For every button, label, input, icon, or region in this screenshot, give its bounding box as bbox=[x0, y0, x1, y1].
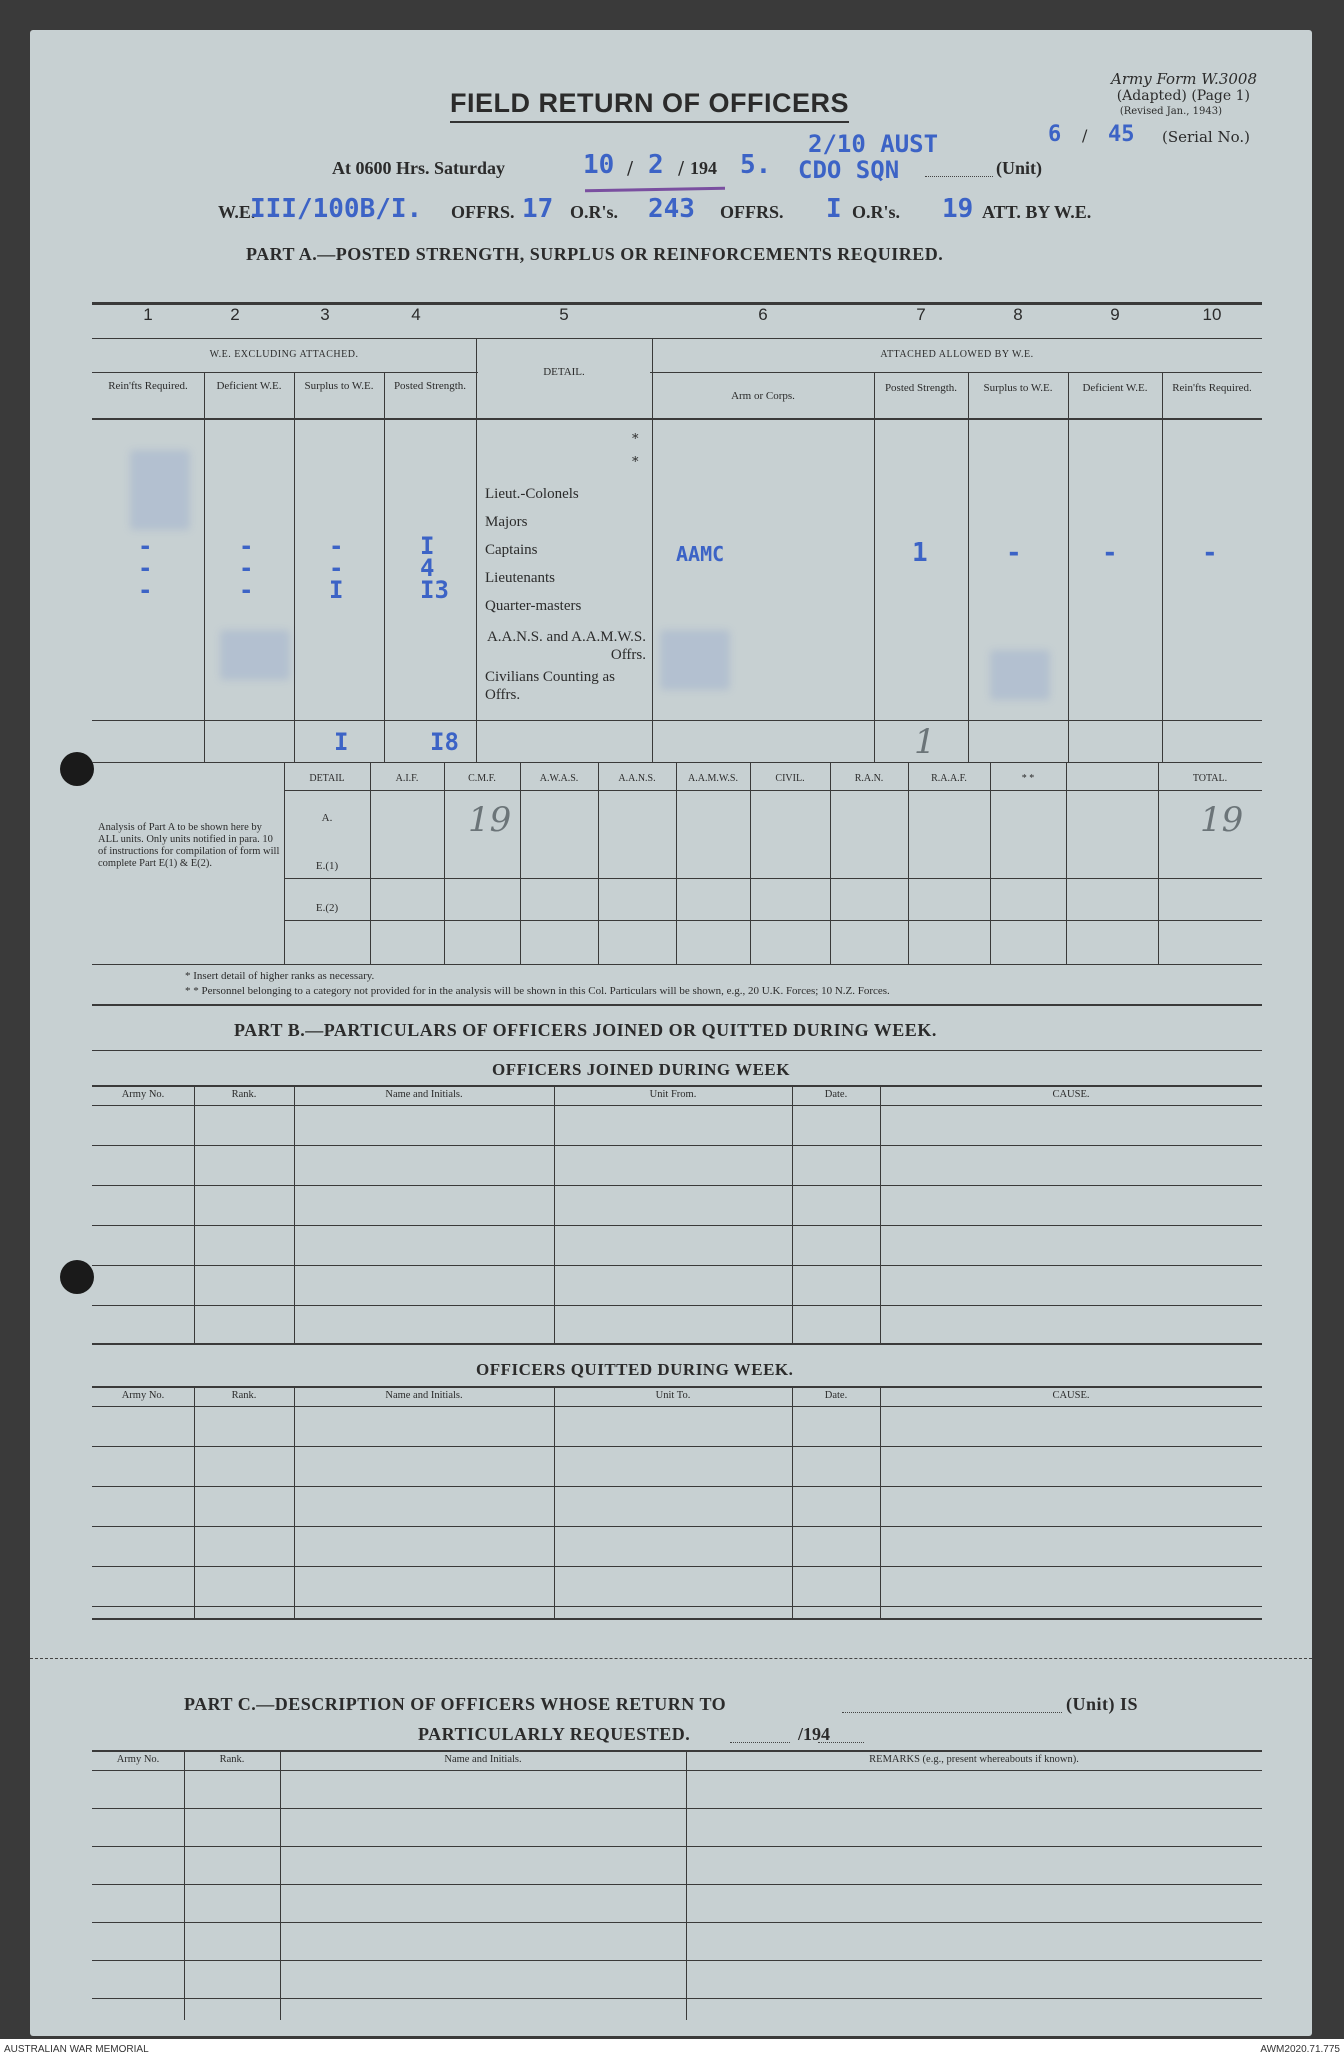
att-ors-label: O.R's. bbox=[852, 202, 901, 222]
parta-posted-value: 4 bbox=[420, 554, 435, 582]
unit-line-1: 2/10 AUST bbox=[808, 130, 939, 158]
joined-col-header: Rank. bbox=[231, 1089, 257, 1100]
revised-label: (Revised Jan., 1943) bbox=[1119, 106, 1222, 117]
col-att-posted: Posted Strength. bbox=[884, 382, 958, 394]
column-number: 2 bbox=[230, 305, 240, 324]
attached-allowed-header: ATTACHED ALLOWED BY W.E. bbox=[880, 349, 1034, 360]
col-att-deficient: Deficient W.E. bbox=[1082, 382, 1148, 394]
we-value: III/100B/I. bbox=[250, 194, 423, 224]
part-c-date-dots-2 bbox=[818, 1742, 864, 1743]
ink-smudge bbox=[660, 630, 730, 690]
unit-dots bbox=[925, 176, 993, 177]
att-deficient-value: - bbox=[1102, 538, 1118, 568]
joined-heading: OFFICERS JOINED DURING WEEK bbox=[492, 1060, 790, 1079]
parta-deficient-value: - bbox=[239, 532, 254, 560]
att-surplus-value: - bbox=[1006, 538, 1022, 568]
att-posted-value: 1 bbox=[912, 538, 928, 568]
joined-col-header: Name and Initials. bbox=[385, 1089, 463, 1100]
footnote-1: * Insert detail of higher ranks as necessary. bbox=[185, 970, 375, 982]
unit-label: (Unit) bbox=[996, 158, 1042, 178]
arm-corps-value: AAMC bbox=[676, 542, 725, 566]
parta-deficient-value: - bbox=[239, 554, 254, 582]
we-excluding-header: W.E. EXCLUDING ATTACHED. bbox=[209, 349, 359, 360]
ors-label: O.R's. bbox=[570, 202, 619, 222]
col-reinf-required: Rein'fts Required. bbox=[108, 380, 188, 392]
analysis-note: Analysis of Part A to be shown here by ALL units. Only units notified in para. 10 of instructions for compilation of form will complete Part E(1) & E(2). bbox=[98, 822, 280, 869]
parta-surplus-value: - bbox=[329, 532, 344, 560]
column-number: 7 bbox=[916, 305, 926, 324]
footer-left: AUSTRALIAN WAR MEMORIAL bbox=[4, 2044, 149, 2055]
ranks-list bbox=[485, 486, 650, 708]
page-title: FIELD RETURN OF OFFICERS bbox=[450, 88, 849, 123]
part-a-heading: PART A.—POSTED STRENGTH, SURPLUS OR REINFORCEMENTS REQUIRED. bbox=[246, 244, 944, 264]
date-slash-1: / bbox=[627, 158, 634, 179]
part-c-heading-a: PART C.—DESCRIPTION OF OFFICERS WHOSE RETURN TO bbox=[184, 1694, 727, 1714]
quitted-col-header: Name and Initials. bbox=[385, 1390, 463, 1401]
rank-civilians: Civilians Counting as Offrs. bbox=[485, 669, 616, 703]
analysis-detail-header: DETAIL bbox=[309, 773, 345, 784]
serial-num: 6 bbox=[1048, 122, 1062, 147]
col-deficient: Deficient W.E. bbox=[216, 380, 282, 392]
parta-surplus-value: I bbox=[329, 576, 344, 604]
analysis-col-header: A.A.N.S. bbox=[618, 773, 656, 784]
rank-lieut-colonels: Lieut.-Colonels bbox=[485, 486, 579, 502]
parta-posted-value: I3 bbox=[420, 576, 449, 604]
analysis-col-header: C.M.F. bbox=[468, 773, 496, 784]
total-surplus-value: I bbox=[334, 728, 349, 756]
total-att-posted-value: 1 bbox=[914, 722, 936, 762]
col-surplus: Surplus to W.E. bbox=[304, 380, 374, 392]
part-c-heading-b: (Unit) IS bbox=[1066, 1694, 1139, 1714]
column-number: 9 bbox=[1110, 305, 1120, 324]
rank-majors: Majors bbox=[485, 514, 528, 530]
date-year-prefix: 194 bbox=[690, 158, 717, 178]
quitted-col-header: CAUSE. bbox=[1052, 1390, 1090, 1401]
analysis-total-a: 19 bbox=[1200, 800, 1244, 840]
offrs-label: OFFRS. bbox=[451, 202, 515, 222]
rank-lieutenants: Lieutenants bbox=[485, 570, 555, 586]
part-c-heading-c: PARTICULARLY REQUESTED. bbox=[418, 1724, 691, 1744]
rank-quarter-masters: Quarter-masters bbox=[485, 598, 582, 614]
analysis-col-header: TOTAL. bbox=[1192, 773, 1228, 784]
date-day: 10 bbox=[583, 150, 615, 180]
joined-col-header: CAUSE. bbox=[1052, 1089, 1090, 1100]
parta-reinf-value: - bbox=[138, 576, 153, 604]
column-number: 1 bbox=[143, 305, 153, 324]
analysis-aif-a: 19 bbox=[468, 800, 512, 840]
partc-col-header: Rank. bbox=[219, 1754, 245, 1765]
col-att-surplus: Surplus to W.E. bbox=[983, 382, 1053, 394]
column-number: 4 bbox=[411, 305, 421, 324]
army-form-label: Army Form W.3008 bbox=[1111, 70, 1257, 88]
star-1: * bbox=[632, 432, 639, 447]
star-2: * bbox=[632, 455, 639, 470]
analysis-row-a: A. bbox=[321, 812, 333, 824]
serial-year: 45 bbox=[1108, 122, 1135, 147]
quitted-heading: OFFICERS QUITTED DURING WEEK. bbox=[476, 1360, 794, 1379]
joined-col-header: Army No. bbox=[121, 1089, 165, 1100]
quitted-col-header: Unit To. bbox=[655, 1390, 691, 1401]
joined-col-header: Unit From. bbox=[649, 1089, 697, 1100]
partc-col-header: REMARKS (e.g., present whereabouts if known). bbox=[869, 1754, 1079, 1765]
column-number: 3 bbox=[320, 305, 330, 324]
part-b-heading: PART B.—PARTICULARS OF OFFICERS JOINED OR QUITTED DURING WEEK. bbox=[234, 1020, 937, 1040]
parta-deficient-value: - bbox=[239, 576, 254, 604]
parta-reinf-value: - bbox=[138, 554, 153, 582]
date-underline bbox=[585, 187, 725, 192]
total-posted-value: I8 bbox=[430, 728, 459, 756]
column-number: 6 bbox=[758, 305, 768, 324]
ors-value: 243 bbox=[648, 194, 695, 224]
part-c-unit-dots bbox=[842, 1712, 1062, 1713]
adapted-label: (Adapted) (Page 1) bbox=[1116, 88, 1250, 104]
col-arm-corps: Arm or Corps. bbox=[731, 390, 795, 402]
analysis-col-header: * * bbox=[1021, 773, 1035, 784]
punch-hole-top bbox=[60, 752, 94, 786]
parta-posted-value: I bbox=[420, 532, 435, 560]
column-number: 5 bbox=[559, 305, 569, 324]
part-c-heading-d: /194 bbox=[798, 1724, 831, 1744]
serial-slash: / bbox=[1082, 126, 1088, 145]
ink-smudge bbox=[220, 630, 290, 680]
joined-col-header: Date. bbox=[824, 1089, 848, 1100]
ink-smudge bbox=[990, 650, 1050, 700]
analysis-col-header: R.A.N. bbox=[854, 773, 884, 784]
analysis-row-e1: E.(1) bbox=[315, 860, 339, 872]
ink-smudge bbox=[130, 450, 190, 530]
date-year-digit: 5. bbox=[740, 150, 772, 180]
quitted-col-header: Rank. bbox=[231, 1390, 257, 1401]
analysis-col-header: CIVIL. bbox=[775, 773, 805, 784]
part-c-date-dots-1 bbox=[730, 1742, 790, 1743]
att-by-we-label: ATT. BY W.E. bbox=[982, 202, 1092, 222]
att-offrs-label: OFFRS. bbox=[720, 202, 784, 222]
analysis-col-header: A.I.F. bbox=[395, 773, 419, 784]
analysis-col-header: A.A.M.W.S. bbox=[688, 773, 738, 784]
column-number: 10 bbox=[1202, 305, 1222, 324]
form-sheet bbox=[30, 30, 1312, 2036]
rank-captains: Captains bbox=[485, 542, 538, 558]
analysis-row-e2: E.(2) bbox=[315, 902, 339, 914]
date-slash-2: / bbox=[678, 158, 685, 179]
quitted-col-header: Army No. bbox=[121, 1390, 165, 1401]
serial-label: (Serial No.) bbox=[1162, 128, 1250, 146]
parta-surplus-value: - bbox=[329, 554, 344, 582]
parta-reinf-value: - bbox=[138, 532, 153, 560]
date-month: 2 bbox=[648, 150, 664, 180]
detail-header: DETAIL. bbox=[543, 366, 585, 378]
rank-aans: A.A.N.S. and A.A.M.W.S. Offrs. bbox=[486, 629, 646, 663]
col-posted: Posted Strength. bbox=[393, 380, 467, 392]
tear-line bbox=[30, 1658, 1312, 1659]
we-label: W.E. bbox=[218, 202, 256, 222]
att-offrs-value: I bbox=[826, 194, 842, 224]
att-reinf-value: - bbox=[1202, 538, 1218, 568]
att-ors-value: 19 bbox=[942, 194, 974, 224]
footnote-2: * * Personnel belonging to a category not provided for in the analysis will be shown in this Col. Particulars will be shown, e.g., 20 U.K. Forces; 10 N.Z. Forces. bbox=[185, 985, 890, 997]
footer-right: AWM2020.71.775 bbox=[1260, 2044, 1340, 2055]
at-hours-label: At 0600 Hrs. Saturday bbox=[332, 158, 506, 178]
punch-hole-bottom bbox=[60, 1260, 94, 1294]
analysis-col-header: R.A.A.F. bbox=[931, 773, 967, 784]
offrs-value: 17 bbox=[522, 194, 554, 224]
archive-footer bbox=[0, 2039, 1344, 2061]
unit-line-2: CDO SQN bbox=[798, 156, 900, 184]
analysis-col-header: A.W.A.S. bbox=[539, 773, 579, 784]
col-att-reinf: Rein'fts Required. bbox=[1172, 382, 1252, 394]
partc-col-header: Army No. bbox=[116, 1754, 160, 1765]
partc-col-header: Name and Initials. bbox=[444, 1754, 522, 1765]
column-number: 8 bbox=[1013, 305, 1023, 324]
quitted-col-header: Date. bbox=[824, 1390, 848, 1401]
